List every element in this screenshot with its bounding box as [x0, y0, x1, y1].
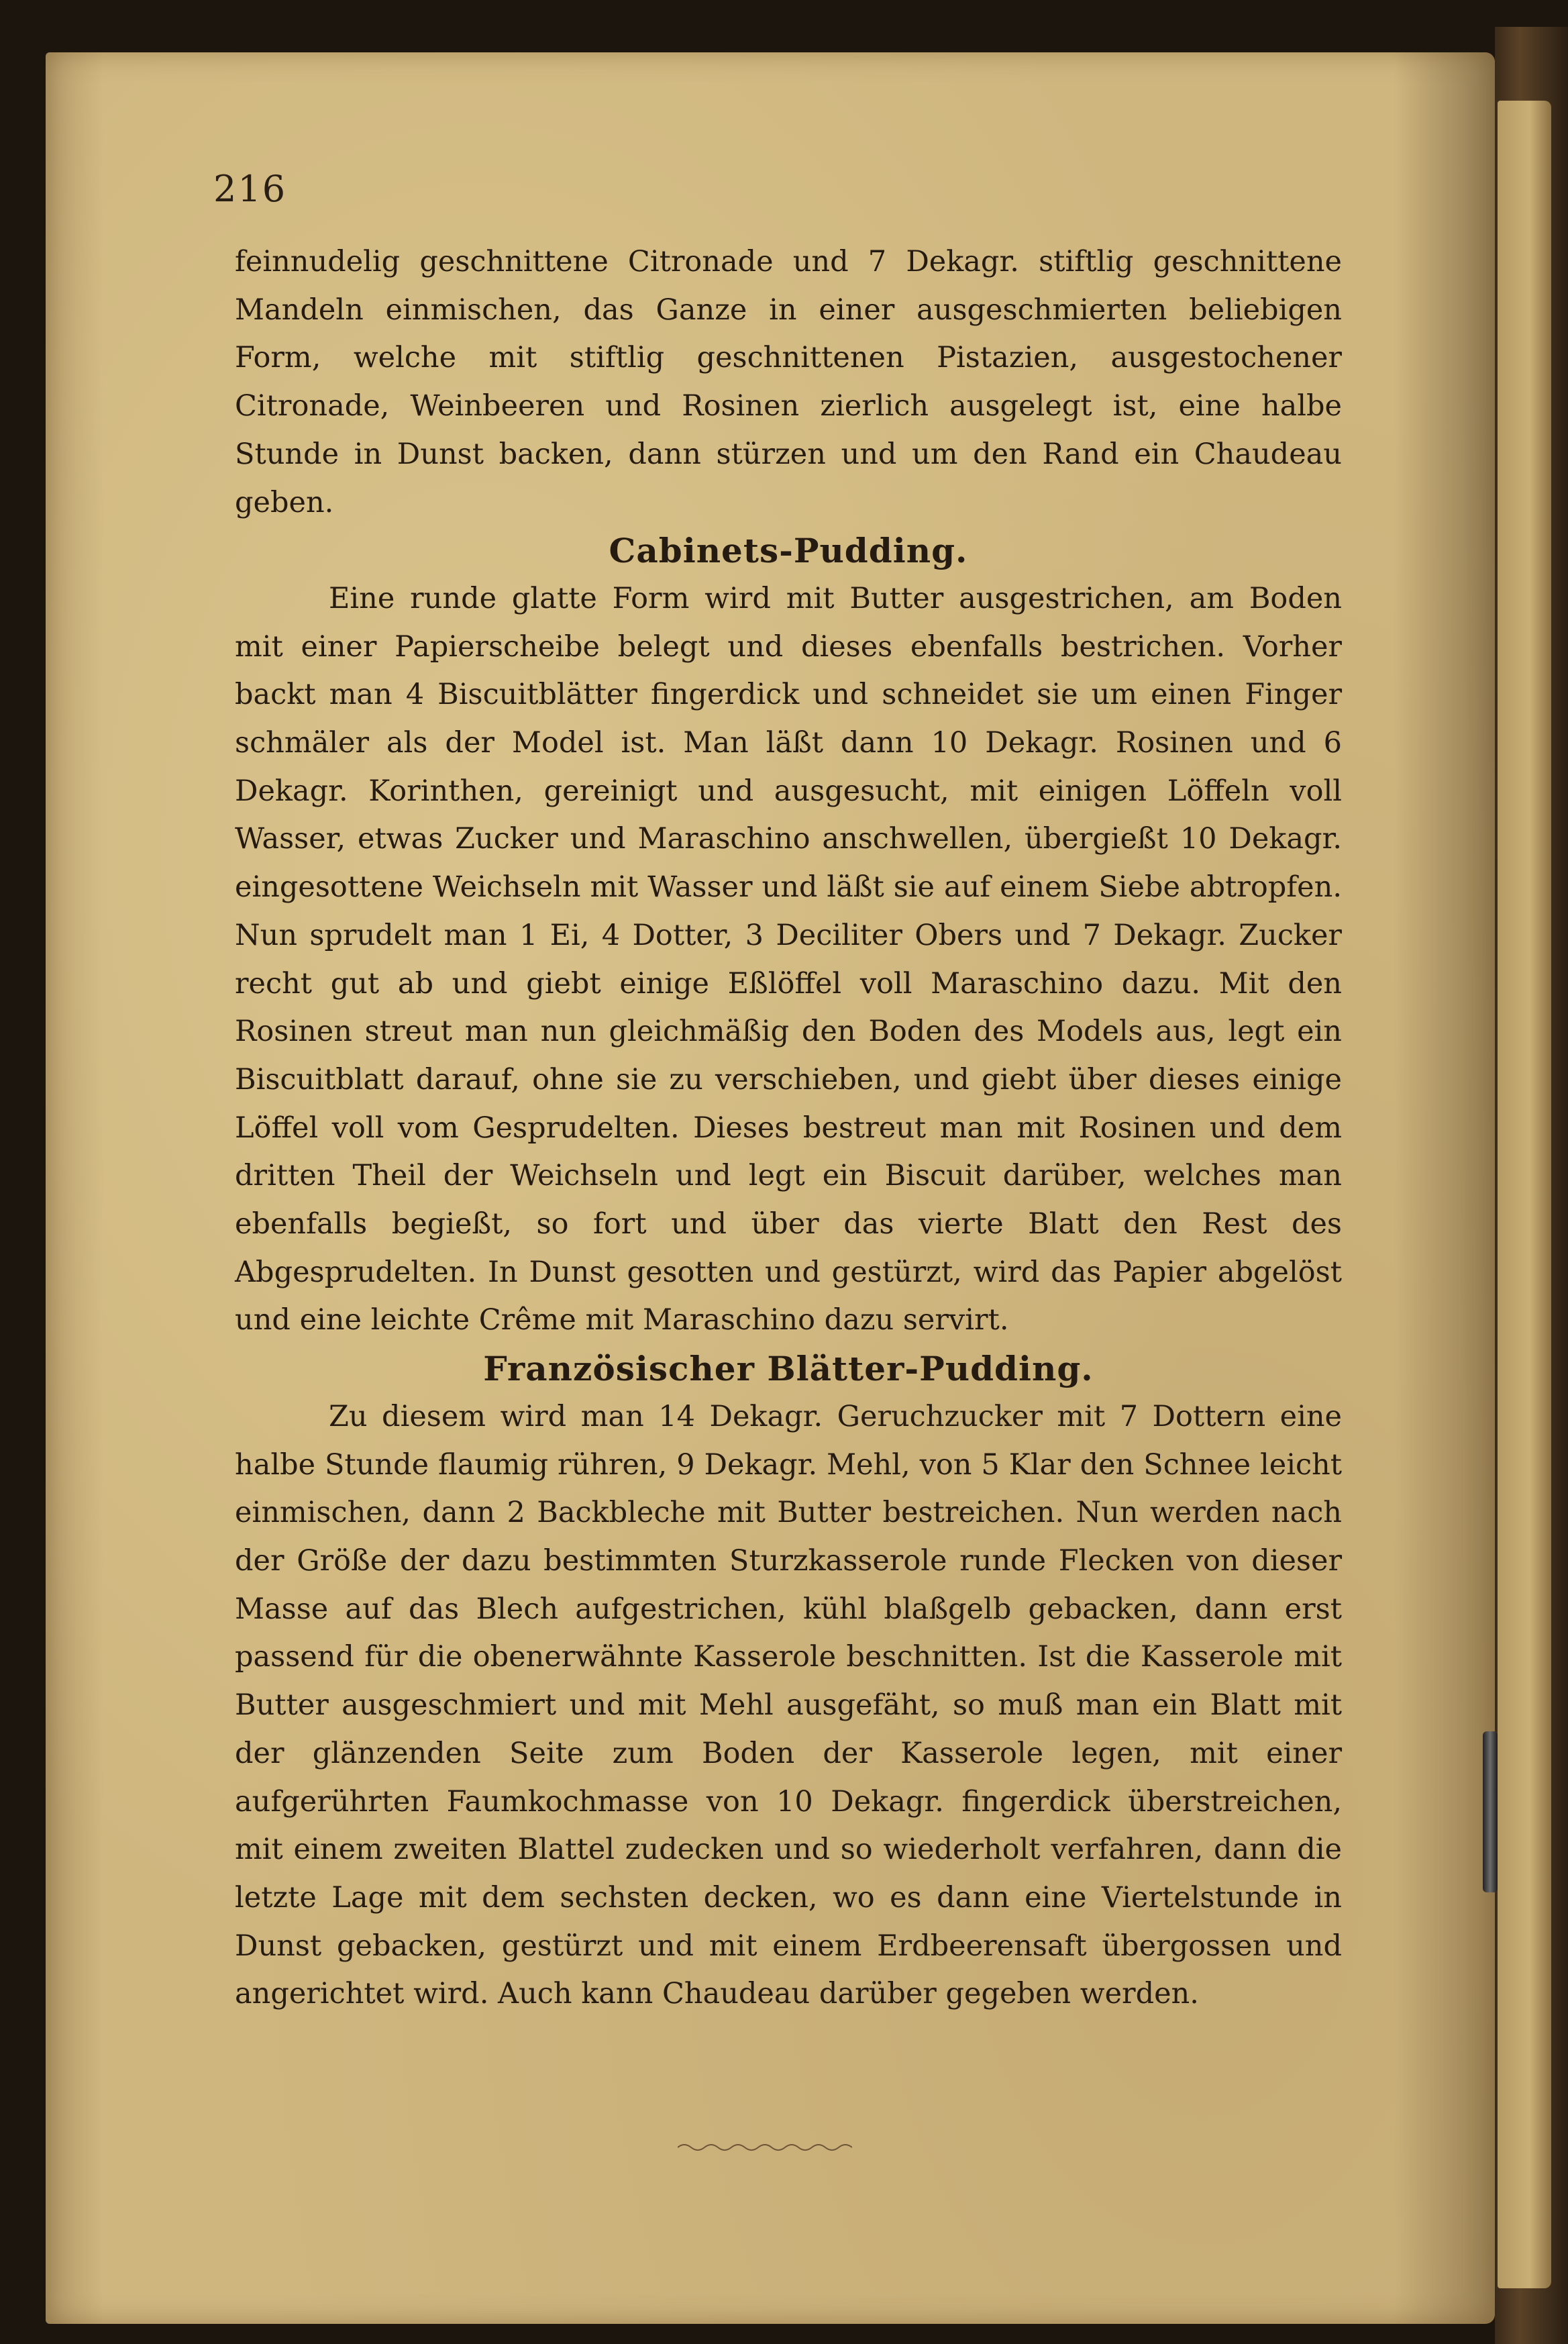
section-heading-cabinets-pudding: Cabinets-Pudding. — [609, 531, 968, 571]
binding-clip — [1483, 1731, 1498, 1892]
section-text-cabinets-pudding: Eine runde glatte Form wird mit Butter ausgestrichen, am Boden mit einer Papierscheibe belegt und dieses ebenfalls bestrichen. Vorher backt man 4 Biscuitblätter fingerdick und schneidet sie um einen Finger schmäler als der Model ist. Man läßt dann 10 Dekagr. Rosinen und 6 Dekagr. Korinthen, gereinigt und ausgesucht, mit einigen Löffeln voll Wasser, etwas Zucker und Maraschino anschwellen, übergießt 10 Dekagr. eingesottene Weichseln mit Wasser und läßt sie auf einem Siebe abtropfen. Nun sprudelt man 1 Ei, 4 Dotter, 3 Deciliter Obers und 7 Dekagr. Zucker recht gut ab und giebt einige Eßlöffel voll Maraschino dazu. Mit den Rosinen streut man nun gleichmäßig den Boden des Models aus, legt ein Biscuitblatt darauf, ohne sie zu verschieben, und giebt über dieses einige Löffel voll vom Gesprudelten. Dieses bestreut man mit Rosinen und dem dritten Theil der Weichseln und legt ein Biscuit darüber, welches man ebenfalls begießt, so fort und über das vierte Blatt den Rest des Abgesprudelten. In Dunst gesotten und gestürzt, wird das Papier abgelöst und eine leichte Crême mit Maraschino dazu servirt. — [235, 581, 1342, 1337]
section-heading-blaetter-pudding: Französischer Blätter-Pudding. — [483, 1349, 1094, 1389]
end-ornament — [678, 2141, 852, 2154]
adjacent-page-edge — [1498, 101, 1551, 2288]
page-body — [235, 238, 1342, 2019]
intro-paragraph: feinnudelig geschnittene Citronade und 7 Dekagr. stiftlig geschnittene Mandeln einmischen, das Ganze in einer ausgeschmierten beliebigen Form, welche mit stiftlig geschnittenen Pistazien, ausgestochener Citronade, Weinbeeren und Rosinen zierlich ausgelegt ist, eine halbe Stunde in Dunst backen, dann stürzen und um den Rand ein Chaudeau geben. — [235, 245, 1342, 519]
section-text-blaetter-pudding: Zu diesem wird man 14 Dekagr. Geruchzucker mit 7 Dottern eine halbe Stunde flaumig rühren, 9 Dekagr. Mehl, von 5 Klar den Schnee leicht einmischen, dann 2 Backbleche mit Butter bestreichen. Nun werden nach der Größe der dazu bestimmten Sturzkasserole runde Flecken von dieser Masse auf das Blech aufgestrichen, kühl blaßgelb gebacken, dann erst passend für die obenerwähnte Kasserole beschnitten. Ist die Kasserole mit Butter ausgeschmiert und mit Mehl ausgefäht, so muß man ein Blatt mit der glänzenden Seite zum Boden der Kasserole legen, mit einer aufgerührten Faumkochmasse von 10 Dekagr. fingerdick überstreichen, mit einem zweiten Blattel zudecken und so wiederholt verfahren, dann die letzte Lage mit dem sechsten decken, wo es dann eine Viertelstunde in Dunst gebacken, gestürzt und mit einem Erdbeerensaft übergossen und angerichtet wird. Auch kann Chaudeau darüber gegeben werden. — [235, 1399, 1342, 2011]
page-number: 216 — [213, 168, 287, 210]
